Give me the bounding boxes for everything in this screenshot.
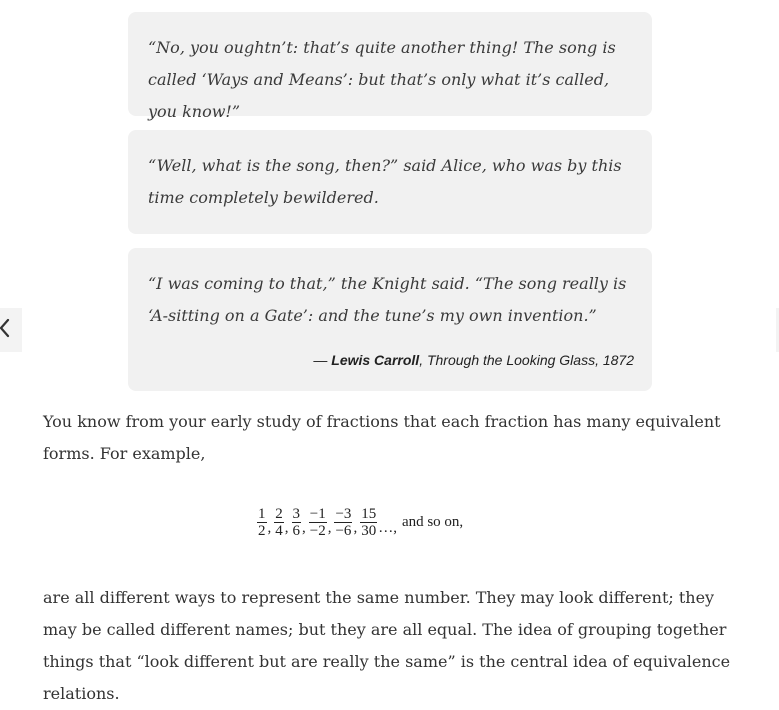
fraction-6 (360, 506, 377, 539)
fraction-1 (257, 506, 267, 539)
fraction-numerator: 2 (275, 506, 283, 522)
math-ellipsis: …, (378, 520, 397, 536)
chevron-left-icon (0, 317, 10, 343)
fraction-numerator: −3 (335, 506, 352, 522)
fraction-denominator: −6 (335, 523, 352, 539)
fraction-denominator: 6 (292, 523, 300, 539)
quote-text-3: “I was coming to that,” the Knight said. “The song really is ‘A-sitting on a Gate’: and the tune’s my own invention.” (148, 274, 627, 325)
quote-text-2: “Well, what is the song, then?” said Alice, who was by this time completely bewildered. (148, 156, 622, 207)
fraction-2 (274, 506, 284, 539)
math-comma: , (267, 520, 272, 536)
intro-paragraph: You know from your early study of fractions that each fraction has many equivalent forms. For example, (43, 412, 721, 463)
fraction-4 (309, 506, 327, 539)
fraction-denominator: 2 (258, 523, 266, 539)
math-tail-text: and so on, (401, 514, 464, 530)
fraction-denominator: −2 (309, 523, 326, 539)
conclusion-paragraph: are all different ways to represent the same number. They may look different; they may be called different names; but they are all equal. The idea of grouping together things that “look different but are really the same” is the central idea of equivalence relations. (43, 588, 731, 703)
fraction-5 (334, 506, 352, 539)
previous-page-button[interactable] (0, 308, 22, 352)
attribution-work: , Through the Looking Glass, 1872 (419, 352, 634, 368)
attribution-dash: — (313, 352, 332, 368)
fraction-3 (292, 506, 302, 539)
math-comma: , (302, 520, 306, 536)
fraction-denominator: 30 (361, 523, 377, 539)
fraction-numerator: −1 (309, 506, 326, 522)
attribution-author: Lewis Carroll (331, 352, 420, 368)
fraction-numerator: 1 (258, 506, 266, 522)
quote-text-1: “No, you oughtn’t: that’s quite another thing! The song is called ‘Ways and Means’: but that’s only what it’s called, you know!” (148, 38, 616, 121)
math-comma: , (327, 520, 332, 536)
quote-attribution (313, 352, 634, 368)
quote-block-2 (128, 130, 652, 234)
math-comma: , (353, 520, 358, 536)
fraction-numerator: 3 (292, 506, 300, 522)
quote-block-1 (128, 12, 652, 121)
quote-block-3 (128, 248, 652, 391)
math-comma: , (284, 520, 289, 536)
fraction-denominator: 4 (275, 523, 283, 539)
fraction-numerator: 15 (361, 506, 377, 522)
fraction-equation (257, 506, 463, 539)
